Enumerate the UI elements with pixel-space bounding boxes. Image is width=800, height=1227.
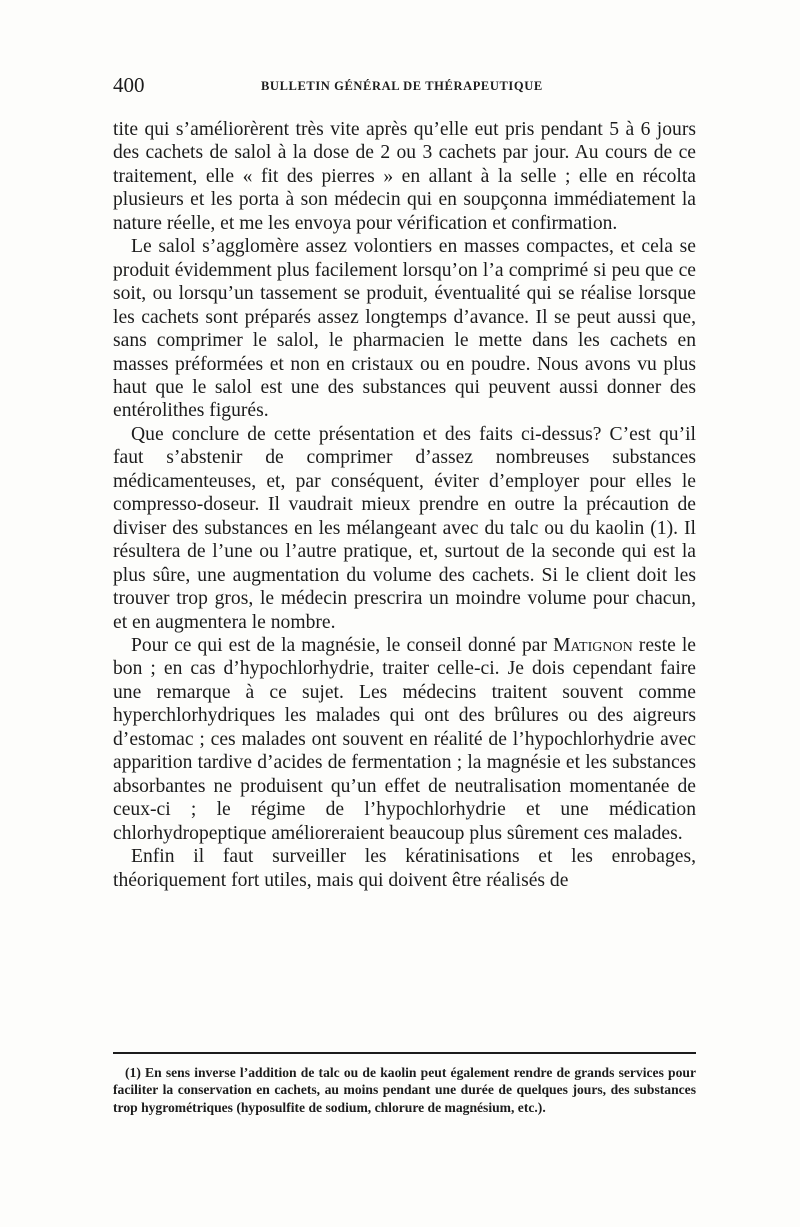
author-name-matignon: Matignon [553, 634, 633, 656]
paragraph-2: Le salol s’agglomère assez volontiers en masses compactes, et cela se produit évidemment plus facilement lorsqu’on l’a comprimé si peu que ce soit, ou lorsqu’un tassement se produit, éventualité qui se réalise lorsque les cachets sont préparés assez longtemps d’avance. Il se peut aussi que, sans comprimer le salol, le pharmacien le mette dans les cachets en masses préformées et non en cristaux ou en poudre. Nous avons vu plus haut que le salol est une des substances qui peuvent aussi donner des entérolithes figurés. [113, 236, 696, 422]
paragraph-4 [113, 634, 696, 845]
paragraph-1: tite qui s’améliorèrent très vite après qu’elle eut pris pendant 5 à 6 jours des cachets de salol à la dose de 2 ou 3 cachets par jour. Au cours de ce traitement, elle « fit des pierres » en allant à la selle ; elle en récolta plusieurs et les porta à son médecin qui en soupçonna immédiatement la nature réelle, et me les envoya pour vérification et confirmation. [113, 119, 696, 234]
body-text [113, 118, 696, 892]
paragraph-4-start: Pour ce qui est de la magnésie, le conseil donné par [131, 634, 547, 656]
footnote-divider [113, 1052, 696, 1054]
footnote: (1) En sens inverse l’addition de talc ou de kaolin peut également rendre de grands services pour faciliter la conservation en cachets, au moins pendant une durée de quelques jours, des substances trop hygrométriques (hyposulfite de sodium, chlorure de magnésium, etc.). [113, 1065, 696, 1115]
page-number: 400 [113, 73, 145, 97]
running-head [113, 72, 696, 98]
paragraph-4-end: reste le bon ; en cas d’hypochlorhydrie, traiter celle-ci. Je dois cependant faire une remarque à ce sujet. Les médecins traitent souvent comme hyperchlorhydriques les malades qui ont des brûlures ou des aigreurs d’estomac ; ces malades ont souvent en réalité de l’hypochlorhydrie avec apparition tardive d’acides de fermentation ; la magnésie et les substances absorbantes ne produisent qu’un effet de neutralisation momentanée de ceux-ci ; le régime de l’hypochlorhydrie et une médication chlorhydropeptique amélioreraient beaucoup plus sûrement ces malades. [113, 634, 696, 844]
journal-title: BULLETIN GÉNÉRAL DE THÉRAPEUTIQUE [261, 79, 543, 93]
paragraph-3: Que conclure de cette présentation et des faits ci-dessus? C’est qu’il faut s’abstenir de comprimer d’assez nombreuses substances médicamenteuses, et, par conséquent, éviter d’employer pour elles le compresso-doseur. Il vaudrait mieux prendre en outre la précaution de diviser des substances en les mélangeant avec du talc ou du kaolin (1). Il résultera de l’une ou l’autre pratique, et, surtout de la seconde qui est la plus sûre, une augmentation du volume des cachets. Si le client doit les trouver trop gros, le médecin prescrira un moindre volume pour chacun, et en augmentera le nombre. [113, 423, 696, 633]
paragraph-5: Enfin il faut surveiller les kératinisations et les enrobages, théoriquement fort utiles, mais qui doivent être réalisés de [113, 846, 696, 891]
